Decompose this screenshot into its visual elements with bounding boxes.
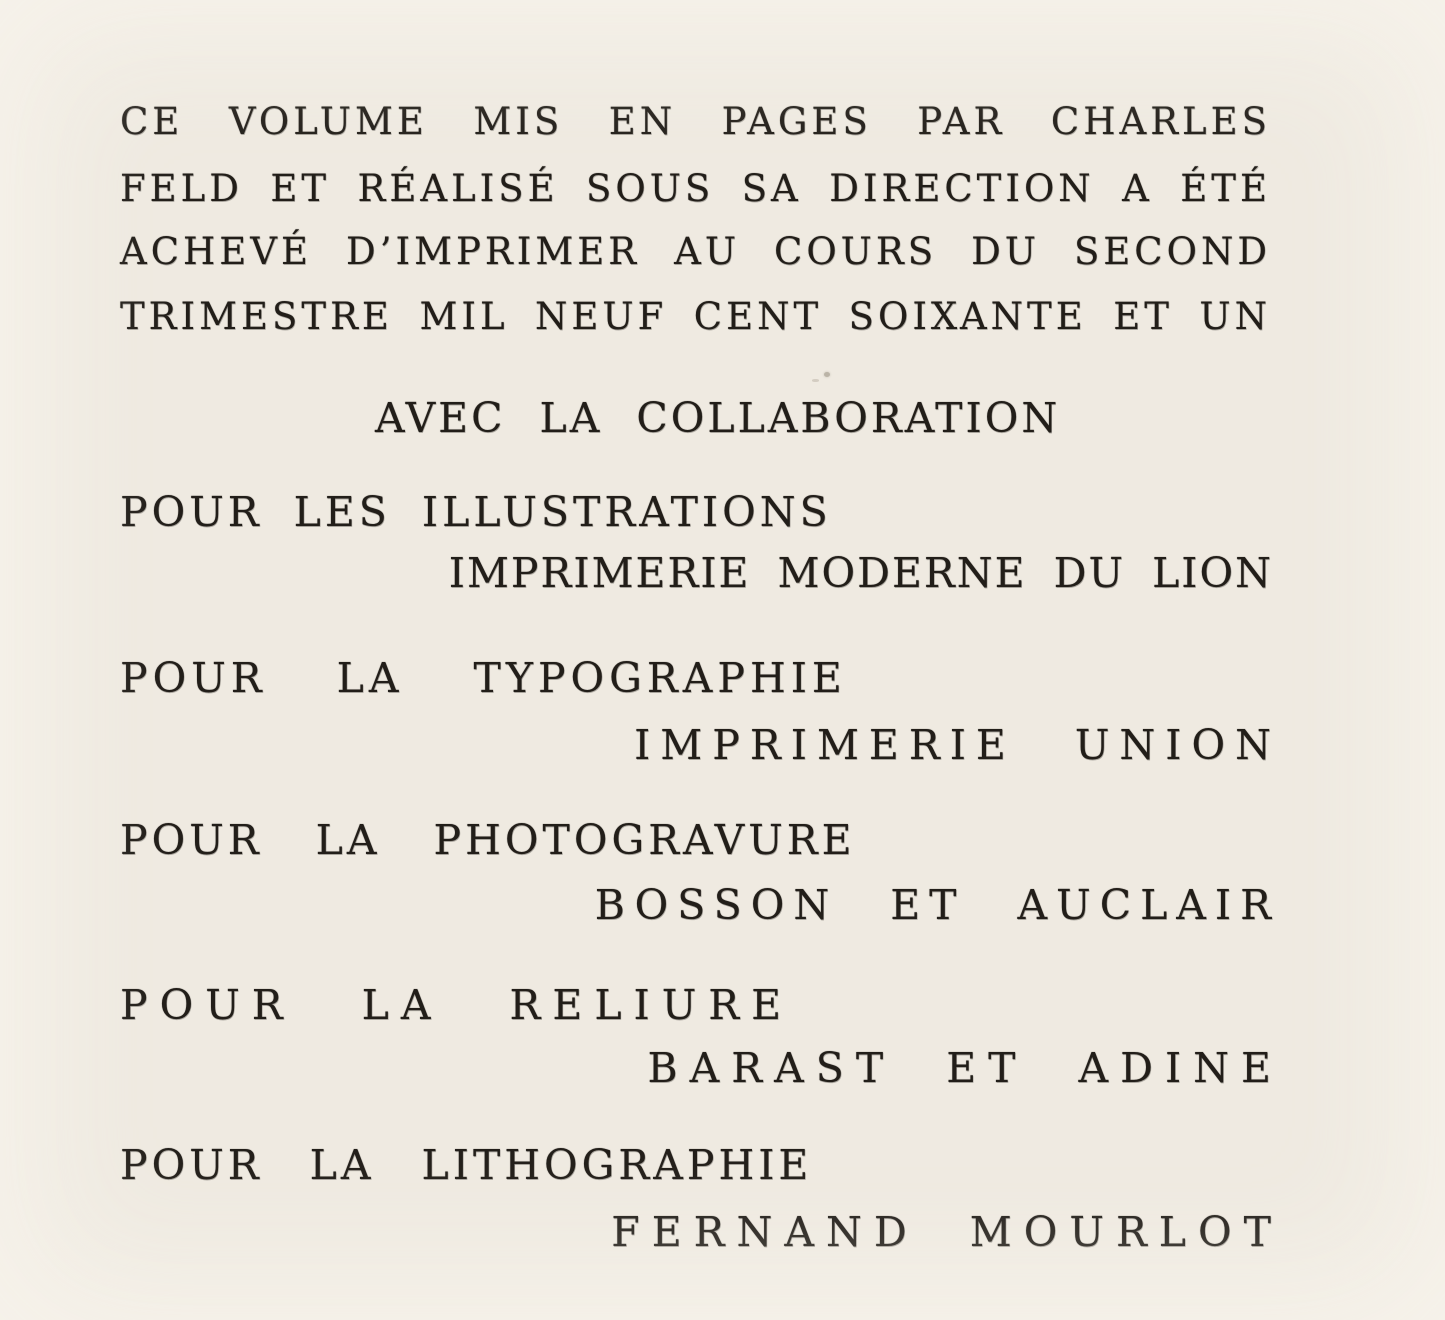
credit-role-typographie: POUR LA TYPOGRAPHIE	[120, 654, 847, 702]
credit-role-illustrations: POUR LES ILLUSTRATIONS	[120, 488, 832, 536]
credit-role-photogravure: POUR LA PHOTOGRAVURE	[120, 816, 856, 864]
credit-role-reliure: POUR LA RELIURE	[120, 981, 794, 1029]
credit-name-illustrations: IMPRIMERIE MODERNE DU LION	[448, 549, 1273, 597]
credit-name-lithographie: FERNAND MOURLOT	[611, 1208, 1283, 1256]
credit-name-photogravure: BOSSON ET AUCLAIR	[594, 881, 1280, 929]
imprint-line-2: FELD ET RÉALISÉ SOUS SA DIRECTION A ÉTÉ	[120, 167, 1271, 210]
credit-role-lithographie: POUR LA LITHOGRAPHIE	[120, 1141, 813, 1189]
credit-name-reliure: BARAST ET ADINE	[647, 1044, 1283, 1092]
imprint-line-3: ACHEVÉ D’IMPRIMER AU COURS DU SECOND	[120, 230, 1271, 273]
collaboration-line: AVEC LA COLLABORATION	[375, 394, 1061, 442]
imprint-line-4: TRIMESTRE MIL NEUF CENT SOIXANTE ET UN	[120, 295, 1271, 338]
paper-speck-1	[824, 372, 830, 377]
imprint-line-1: CE VOLUME MIS EN PAGES PAR CHARLES	[120, 100, 1271, 143]
paper-speck-2	[812, 379, 819, 382]
credit-name-typographie: IMPRIMERIE UNION	[634, 721, 1281, 769]
